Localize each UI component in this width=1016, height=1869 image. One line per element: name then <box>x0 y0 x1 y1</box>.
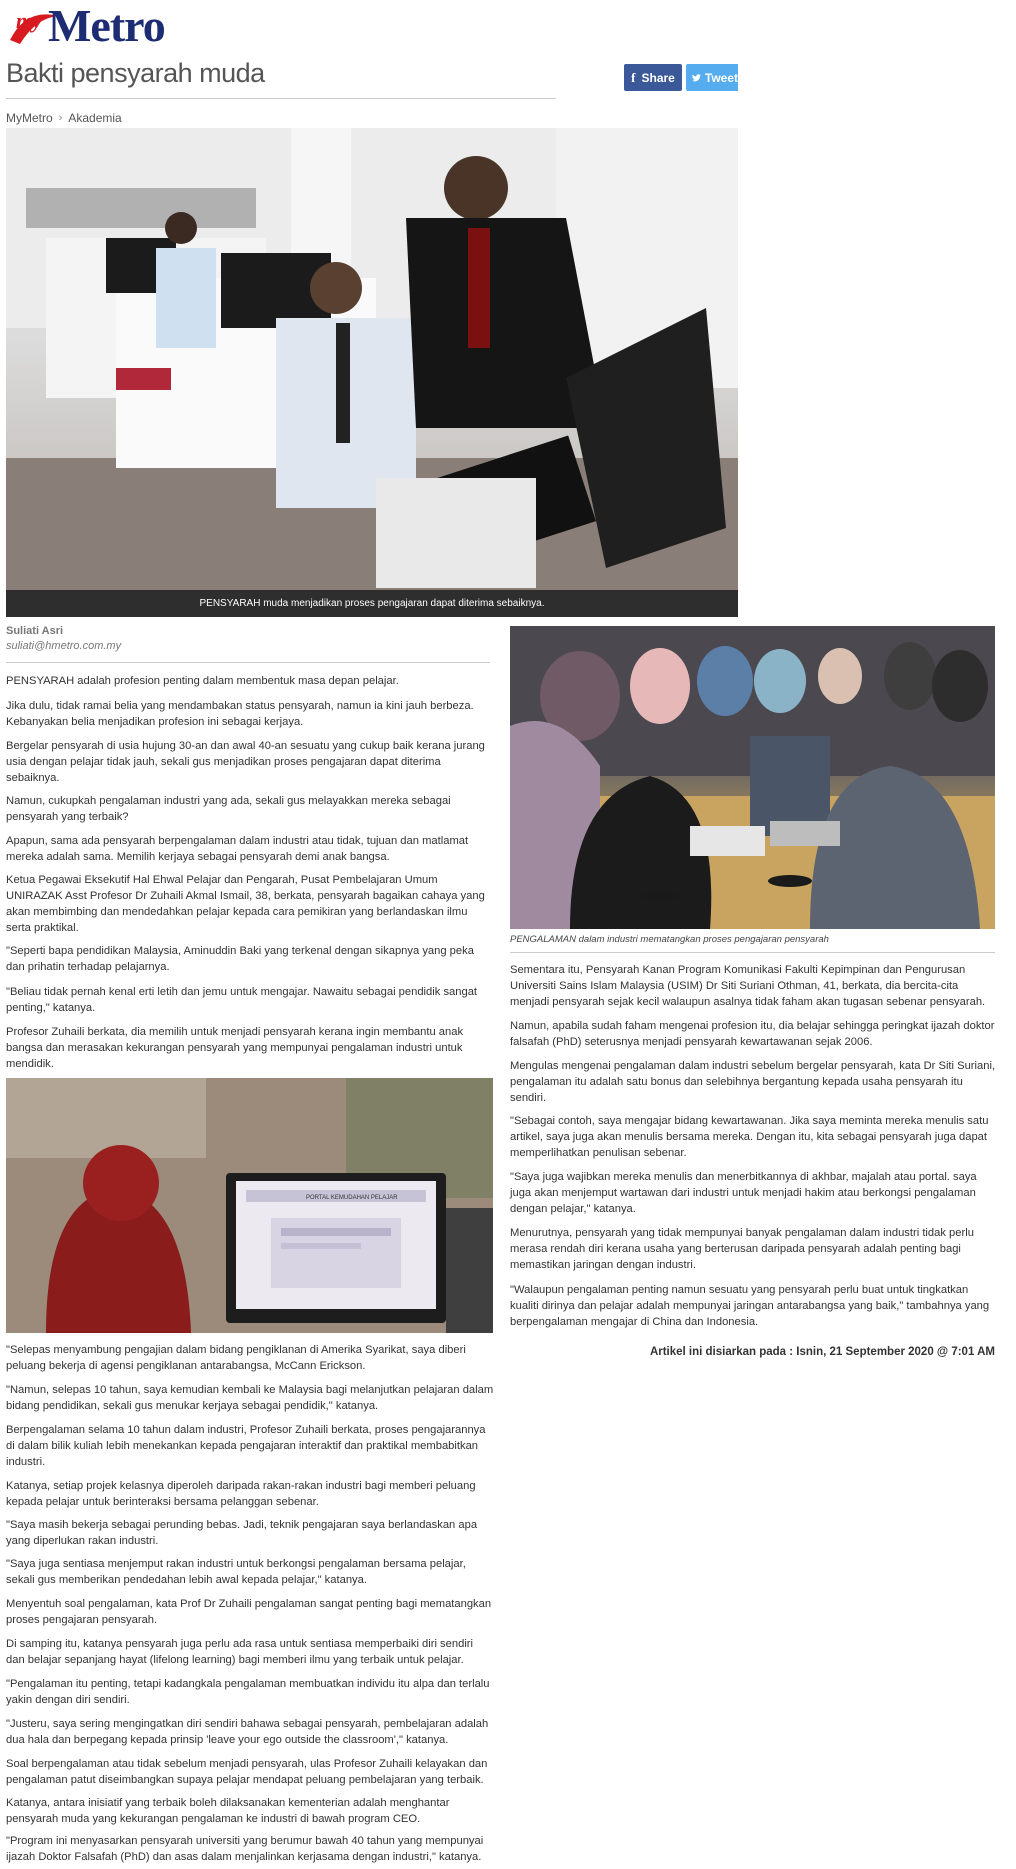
breadcrumb-item-akademia[interactable]: Akademia <box>68 111 122 125</box>
facebook-share-button[interactable] <box>624 64 682 91</box>
right-paragraph-1: Sementara itu, Pensyarah Kanan Program Komunikasi Fakulti Kepimpinan dan Pengurusan Universiti Sains Islam Malaysia (USIM) Dr Siti Suriani Othman, 41, berkata, dia bercita-cita menjadi pensyarah sejak kecil walaupun asalnya tidak faham akan tugasan sebenar pensyarah. <box>510 964 986 1008</box>
left-paragraph-20: Soal berpengalaman atau tidak sebelum menjadi pensyarah, ulas Profesor Zuhaili kelayakan dan pengalaman patut diseimbangkan supaya pelajar mendapat peluang pembelajaran yang terbaik. <box>6 1758 488 1786</box>
left-paragraph-17: Di samping itu, katanya pensyarah juga perlu ada rasa untuk sentiasa memperbaiki diri sendiri dan belajar sepanjang hayat (lifelong learning) bagi memberi ilmu yang terbaik untuk pelajar. <box>6 1638 474 1666</box>
hero-photo-illustration <box>6 128 738 590</box>
left-paragraph-14: "Saya masih bekerja sebagai perunding bebas. Jadi, teknik pengajaran saya berlandaskan apa yang diperlukan rakan industri. <box>6 1519 478 1547</box>
logo-metro-text: Metro <box>48 0 165 51</box>
left-paragraph-12: Berpengalaman selama 10 tahun dalam industri, Profesor Zuhaili berkata, proses pengajarannya di dalam bilik kuliah lebih menekankan kepada pengajaran interaktif dan praktikal membabitkan industri. <box>6 1424 486 1468</box>
left-paragraph-1: PENSYARAH adalah profesion penting dalam membentuk masa depan pelajar. <box>6 675 399 687</box>
left-paragraph-3: Bergelar pensyarah di usia hujung 30-an dan awal 40-an sesuatu yang cukup baik kerana jurang usia dengan pelajar tidak jauh, sekali gus menjadikan proses pengajaran dapat diterima sebaiknya. <box>6 740 485 784</box>
left-paragraph-21: Katanya, antara inisiatif yang terbaik boleh dilaksanakan kementerian adalah menghantar pensyarah muda yang kekurangan pengalaman ke industri di bawah program CEO. <box>6 1797 450 1825</box>
meeting-photo-caption: PENGALAMAN dalam industri mematangkan proses pengajaran pensyarah <box>510 934 829 945</box>
breadcrumb-item-mymetro[interactable]: MyMetro <box>6 111 53 125</box>
right-paragraph-5: "Saya juga wajibkan mereka menulis dan menerbitkannya di akhbar, majalah atau portal. saya juga akan menjemput wartawan dari industri untuk menjadi hakim atau berkongsi pengalaman dengan pelajar," katanya. <box>510 1171 977 1215</box>
hero-caption: PENSYARAH muda menjadikan proses pengajaran dapat diterima sebaiknya. <box>6 590 738 617</box>
left-paragraph-18: "Pengalaman itu penting, tetapi kadangkala pengalaman membuatkan individu itu alpa dan terlalu yakin dengan diri sendiri. <box>6 1678 490 1706</box>
left-paragraph-19: "Justeru, saya sering mengingatkan diri sendiri bahawa sebagai pensyarah, pembelajaran adalah dua hala dan berpegang kepada prinsip 'leave your ego outside the classroom'," katanya. <box>6 1718 489 1746</box>
mymetro-logo[interactable] <box>6 0 271 52</box>
left-paragraph-2: Jika dulu, tidak ramai belia yang mendambakan status pensyarah, namun ia kini jauh berbeza. Kebanyakan belia menjadikan profesion ini sebagai kerjaya. <box>6 700 474 728</box>
meeting-photo-illustration <box>510 626 995 929</box>
right-paragraph-4: "Sebagai contoh, saya mengajar bidang kewartawanan. Jika saya meminta mereka menulis satu artikel, saya juga akan menulis bersama mereka. Dengan itu, kita sebagai pensyarah juga dapat memperlihatkan penulisan sebenar. <box>510 1115 989 1159</box>
tweet-label: Tweet <box>704 70 738 85</box>
article-title: Bakti pensyarah muda <box>6 58 265 88</box>
portal-screen-text: PORTAL KEMUDAHAN PELAJAR <box>306 1195 398 1201</box>
hero-photo <box>6 128 738 590</box>
left-paragraph-22: "Program ini menyasarkan pensyarah universiti yang berumur bawah 40 tahun yang mempunyai ijazah Doktor Falsafah (PhD) dan asas dalam menjalinkan kerjasama dengan industri," katanya. <box>6 1835 484 1863</box>
left-paragraph-5: Apapun, sama ada pensyarah berpengalaman dalam industri atau tidak, tujuan dan matlamat mereka adalah sama. Memilih kerjaya sebagai pensyarah demi anak bangsa. <box>6 835 469 863</box>
share-label: Share <box>641 70 675 85</box>
left-paragraph-9: Profesor Zuhaili berkata, dia memilih untuk menjadi pensyarah kerana ingin membantu anak bangsa dan merasakan kekurangan pensyarah yang mempunyai pengalaman industri untuk mendidik. <box>6 1026 464 1070</box>
office-photo-illustration <box>6 1078 493 1333</box>
author-name: Suliati Asri <box>6 625 64 637</box>
left-paragraph-8: "Beliau tidak pernah kenal erti letih dan jemu untuk mengajar. Nawaitu sebagai pendidik sangat penting," katanya. <box>6 986 478 1014</box>
facebook-icon: f <box>631 69 636 85</box>
left-paragraph-13: Katanya, setiap projek kelasnya diperoleh daripada rakan-rakan industri bagi memberi peluang kepada pelajar untuk berinteraksi bersama pelanggan sebenar. <box>6 1480 476 1508</box>
left-paragraph-11: "Namun, selepas 10 tahun, saya kemudian kembali ke Malaysia bagi melanjutkan pelajaran dalam bidang pendidikan, sekali gus menukar kerjaya sebagai pendidik," katanya. <box>6 1384 494 1412</box>
twitter-tweet-button[interactable] <box>686 64 738 91</box>
left-paragraph-10: "Selepas menyambung pengajian dalam bidang pengiklanan di Amerika Syarikat, saya diberi peluang bekerja di agensi pengiklanan antarabangsa, McCann Erickson. <box>6 1344 466 1372</box>
logo-my-text: my <box>16 8 41 33</box>
left-paragraph-4: Namun, cukupkah pengalaman industri yang ada, sekali gus melayakkan mereka sebagai pensyarah yang terbaik? <box>6 795 451 823</box>
author-email[interactable]: suliati@hmetro.com.my <box>6 640 122 652</box>
title-divider <box>6 98 556 99</box>
right-paragraph-3: Mengulas mengenai pengalaman dalam industri sebelum bergelar pensyarah, kata Dr Siti Suriani, pengalaman itu adalah satu bonus dan selebihnya bergantung kepada usaha pensyarah itu sendiri. <box>510 1060 996 1104</box>
right-paragraph-7: "Walaupun pengalaman penting namun sesuatu yang pensyarah perlu buat untuk tingkatkan kualiti dirinya dan pelajar adalah mempunyai jaringan antarabangsa yang baik," tambahnya yang berpengalaman mengajar di China dan Indonesia. <box>510 1284 990 1328</box>
right-paragraph-2: Namun, apabila sudah faham mengenai profesion itu, dia belajar sehingga peringkat ijazah doktor falsafah (PhD) seterusnya menjadi pensyarah kewartawanan sejak 2006. <box>510 1020 995 1048</box>
author-divider <box>6 662 490 663</box>
office-photo <box>6 1078 493 1333</box>
left-paragraph-6: Ketua Pegawai Eksekutif Hal Ehwal Pelajar dan Pengarah, Pusat Pembelajaran Umum UNIRAZAK Asst Profesor Dr Zuhaili Akmal Ismail, 38, berkata, pensyarah bagaikan cahaya yang akan membimbing dan mendedahkan pelajar kepada cara pemikiran yang berlandaskan ilmu serta praktikal. <box>6 874 485 934</box>
twitter-bird-icon <box>692 73 701 83</box>
left-paragraph-7: "Seperti bapa pendidikan Malaysia, Aminuddin Baki yang terkenal dengan sikapnya yang peka dan prihatin terhadap pelajarnya. <box>6 945 474 973</box>
caption-divider <box>510 952 995 953</box>
published-dateline: Artikel ini disiarkan pada : Isnin, 21 September 2020 @ 7:01 AM <box>649 1346 995 1358</box>
left-paragraph-16: Menyentuh soal pengalaman, kata Prof Dr Zuhaili pengalaman sangat penting bagi mematangkan proses pengajaran pensyarah. <box>6 1598 492 1626</box>
breadcrumb <box>6 111 122 125</box>
meeting-photo <box>510 626 995 929</box>
left-paragraph-15: "Saya juga sentiasa menjemput rakan industri untuk berkongsi pengalaman bersama pelajar, sekali gus memberikan pendedahan lebih awal kepada pelajar," katanya. <box>6 1558 466 1586</box>
chevron-right-icon: › <box>58 112 63 124</box>
right-paragraph-6: Menurutnya, pensyarah yang tidak mempunyai banyak pengalaman dalam industri tidak perlu merasa rendah diri kerana usaha yang berterusan daripada pensyarah adalah penting bagi memastikan jaringan dengan industri. <box>510 1227 974 1271</box>
